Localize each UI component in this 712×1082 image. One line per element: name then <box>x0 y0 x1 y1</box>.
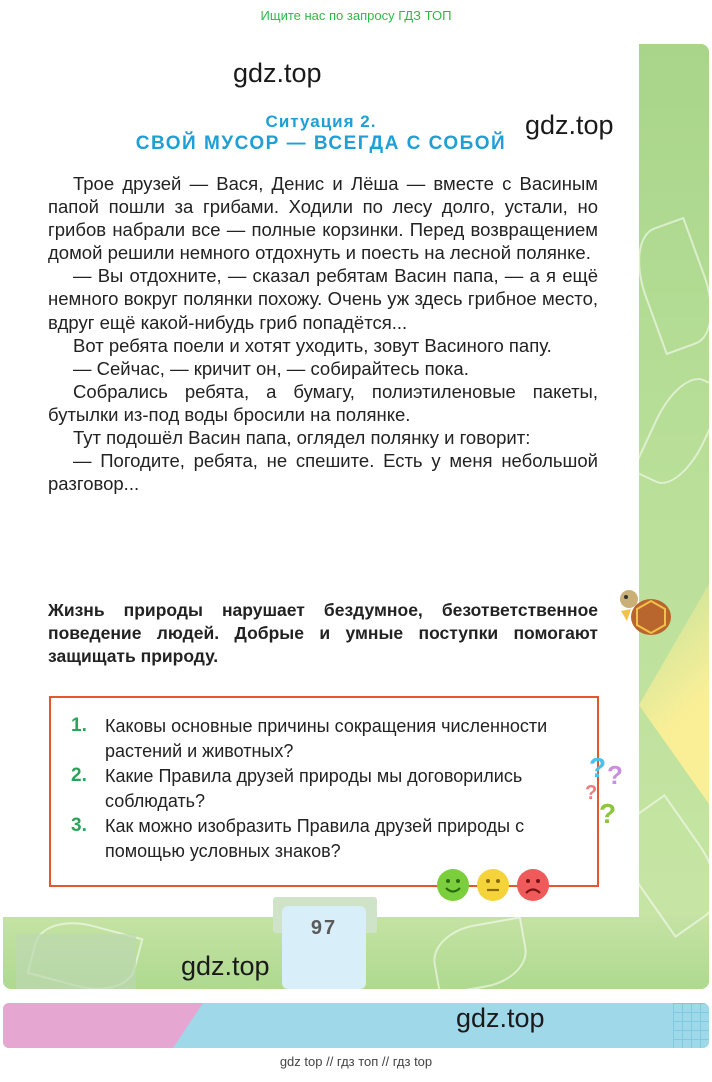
question-item <box>71 714 551 763</box>
sad-face-icon <box>517 869 549 901</box>
story-paragraph: Тут подошёл Васин папа, оглядел полянку и говорит: <box>73 427 531 449</box>
question-text: Какие Правила друзей природы мы договорились соблюдать? <box>105 766 523 811</box>
story-paragraph: — Погодите, ребята, не спешите. Есть у меня небольшой разговор... <box>48 450 598 495</box>
key-rule: Жизнь природы нарушает бездумное, безответственное поведение людей. Добрые и умные поступки помогают защищать природу. <box>48 600 598 666</box>
watermark: gdz.top <box>456 1003 545 1033</box>
story-paragraph: — Сейчас, — кричит он, — собирайтесь пока. <box>73 357 469 379</box>
page-number: 97 <box>282 906 366 989</box>
story-paragraph: Вот ребята поели и хотят уходить, зовут Васиного папу. <box>73 334 552 356</box>
page-sheet: Ситуация 2. СВОЙ МУСОР — ВСЕГДА С СОБОЙ Трое друзей — Вася, Денис и Лёша — вместе с Васиным папой пошли за грибами. Ходили по лесу долго, устали, но грибов набрали все — полные корзинки. Перед возвращением домой решили немного отдохнуть и поесть на лесной полянке. — Вы отдохните, — сказал ребятам Васин папа, — а я ещё немного вокруг полянки похожу. Очень уж здесь грибное место, вдруг ещё какой-нибудь гриб попадётся... Вот ребята поели и хотят уходить, зовут Васиного папу. — Сейчас, — кричит он, — собирайтесь пока. Собрались ребята, а бумагу, полиэтиленовые пакеты, бутылки из-под воды бросили на полянке. Тут подошёл Васин папа, оглядел полянку и говорит: — Погодите, ребята, не спешите. Есть у меня небольшой разговор... Жизнь природы нарушает бездумное, безответственное поведение людей. Добрые и умные поступки помогают защищать природу. 1. Каковы основные причины сокращения численности растений и животных? 2. Какие Правила друзей природы мы договорились соблюдать? 3. Как можно изобразить Правила друзей природы с помощью условных знаков? ? ? ? ? <box>3 44 639 917</box>
textbook-page <box>3 44 709 989</box>
question-item <box>71 814 551 863</box>
watermark: gdz.top <box>233 58 322 88</box>
situation-label: Ситуация 2. <box>265 112 377 131</box>
question-number: 2. <box>71 765 87 786</box>
footer-links[interactable]: gdz top // гдз топ // гдз top <box>279 1054 433 1069</box>
question-item <box>71 764 551 813</box>
situation-heading: СВОЙ МУСОР — ВСЕГДА С СОБОЙ <box>135 133 507 154</box>
questions-box <box>49 696 599 887</box>
question-text: Каковы основные причины сокращения численности растений и животных? <box>105 716 548 761</box>
watermark: gdz.top <box>525 110 614 140</box>
story-text <box>48 172 598 495</box>
question-number: 3. <box>71 815 87 836</box>
story-paragraph: Собрались ребята, а бумагу, полиэтиленовые пакеты, бутылки из-под воды бросили на полянке. <box>48 380 598 425</box>
gray-decoration <box>16 934 136 989</box>
pink-decoration <box>3 1003 203 1048</box>
turtle-mascot-icon <box>613 579 677 643</box>
question-text: Как можно изобразить Правила друзей природы с помощью условных знаков? <box>105 816 525 861</box>
next-page-strip <box>3 1003 709 1048</box>
happy-face-icon <box>437 869 469 901</box>
top-banner[interactable]: Ищите нас по запросу ГДЗ ТОП <box>260 8 452 23</box>
question-number: 1. <box>71 715 87 736</box>
grid-decoration <box>673 1003 709 1048</box>
watermark: gdz.top <box>181 951 270 981</box>
neutral-face-icon <box>477 869 509 901</box>
story-paragraph: Трое друзей — Вася, Денис и Лёша — вместе с Васиным папой пошли за грибами. Ходили по лесу долго, устали, но грибов набрали все — полные корзинки. Перед возвращением домой решили немного отдохнуть и поесть на лесной полянке. <box>48 173 598 264</box>
story-paragraph: — Вы отдохните, — сказал ребятам Васин папа, — а я ещё немного вокруг полянки похожу. Очень уж здесь грибное место, вдруг ещё какой-нибудь гриб попадётся... <box>48 265 598 333</box>
